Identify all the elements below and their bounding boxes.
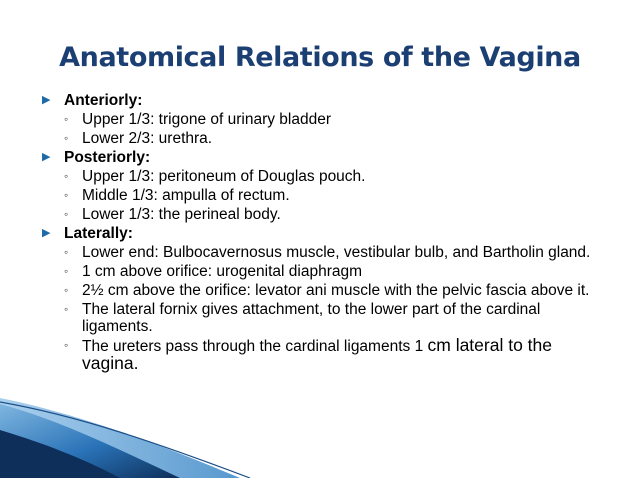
hollow-circle-icon: ◦ bbox=[64, 169, 69, 183]
list-item bbox=[64, 206, 600, 223]
corner-highlight-line bbox=[0, 402, 250, 478]
list-item bbox=[64, 282, 600, 299]
triangle-right-icon: ▶ bbox=[42, 227, 51, 239]
hollow-circle-icon: ◦ bbox=[64, 131, 69, 145]
list-item-text: Lower 1/3: the perineal body. bbox=[82, 206, 281, 223]
hollow-circle-icon: ◦ bbox=[64, 302, 69, 316]
triangle-right-icon: ▶ bbox=[42, 151, 51, 163]
slide-title: Anatomical Relations of the Vagina bbox=[59, 42, 581, 73]
hollow-circle-icon: ◦ bbox=[64, 283, 69, 297]
list-item-text bbox=[82, 335, 552, 373]
list-item-text: Upper 1/3: trigone of urinary bladder bbox=[82, 111, 332, 128]
sub-list bbox=[64, 168, 600, 223]
sub-list bbox=[64, 111, 600, 147]
section-posteriorly bbox=[40, 149, 600, 223]
list-item bbox=[64, 244, 600, 261]
section-laterally bbox=[40, 225, 600, 373]
list-item-text: 2½ cm above the orifice: levator ani muscle with the pelvic fascia above it. bbox=[82, 282, 590, 299]
list-item-text-part: The ureters pass through the cardinal ligaments 1 bbox=[82, 338, 428, 355]
section-anteriorly bbox=[40, 92, 600, 147]
hollow-circle-icon: ◦ bbox=[64, 188, 69, 202]
hollow-circle-icon: ◦ bbox=[64, 264, 69, 278]
list-item-text: 1 cm above orifice: urogenital diaphragm bbox=[82, 263, 363, 280]
list-item-text: Middle 1/3: ampulla of rectum. bbox=[82, 187, 290, 204]
slide-content bbox=[40, 92, 600, 375]
section-heading: Posteriorly: bbox=[64, 149, 151, 166]
list-item-text: Lower 2/3: urethra. bbox=[82, 130, 213, 147]
section-heading: Laterally: bbox=[64, 225, 133, 242]
hollow-circle-icon: ◦ bbox=[64, 207, 69, 221]
list-item bbox=[64, 337, 600, 373]
list-item bbox=[64, 263, 600, 280]
list-item-text: Lower end: Bulbocavernosus muscle, vestibular bulb, and Bartholin gland. bbox=[82, 244, 591, 261]
list-item bbox=[64, 130, 600, 147]
sub-list bbox=[64, 244, 600, 373]
corner-light-band bbox=[0, 398, 240, 478]
hollow-circle-icon: ◦ bbox=[64, 338, 69, 352]
list-item-text: Upper 1/3: peritoneum of Douglas pouch. bbox=[82, 168, 366, 185]
list-item-text-large: cm lateral to the vagina. bbox=[82, 335, 552, 373]
triangle-right-icon: ▶ bbox=[42, 94, 51, 106]
list-item bbox=[64, 301, 600, 335]
corner-main-band bbox=[0, 404, 180, 478]
list-item bbox=[64, 187, 600, 204]
hollow-circle-icon: ◦ bbox=[64, 245, 69, 259]
hollow-circle-icon: ◦ bbox=[64, 112, 69, 126]
list-item bbox=[64, 111, 600, 128]
corner-dark-band bbox=[0, 430, 120, 478]
section-heading: Anteriorly: bbox=[64, 92, 143, 109]
list-item bbox=[64, 168, 600, 185]
list-item-text: The lateral fornix gives attachment, to the lower part of the cardinal ligaments. bbox=[82, 301, 541, 335]
